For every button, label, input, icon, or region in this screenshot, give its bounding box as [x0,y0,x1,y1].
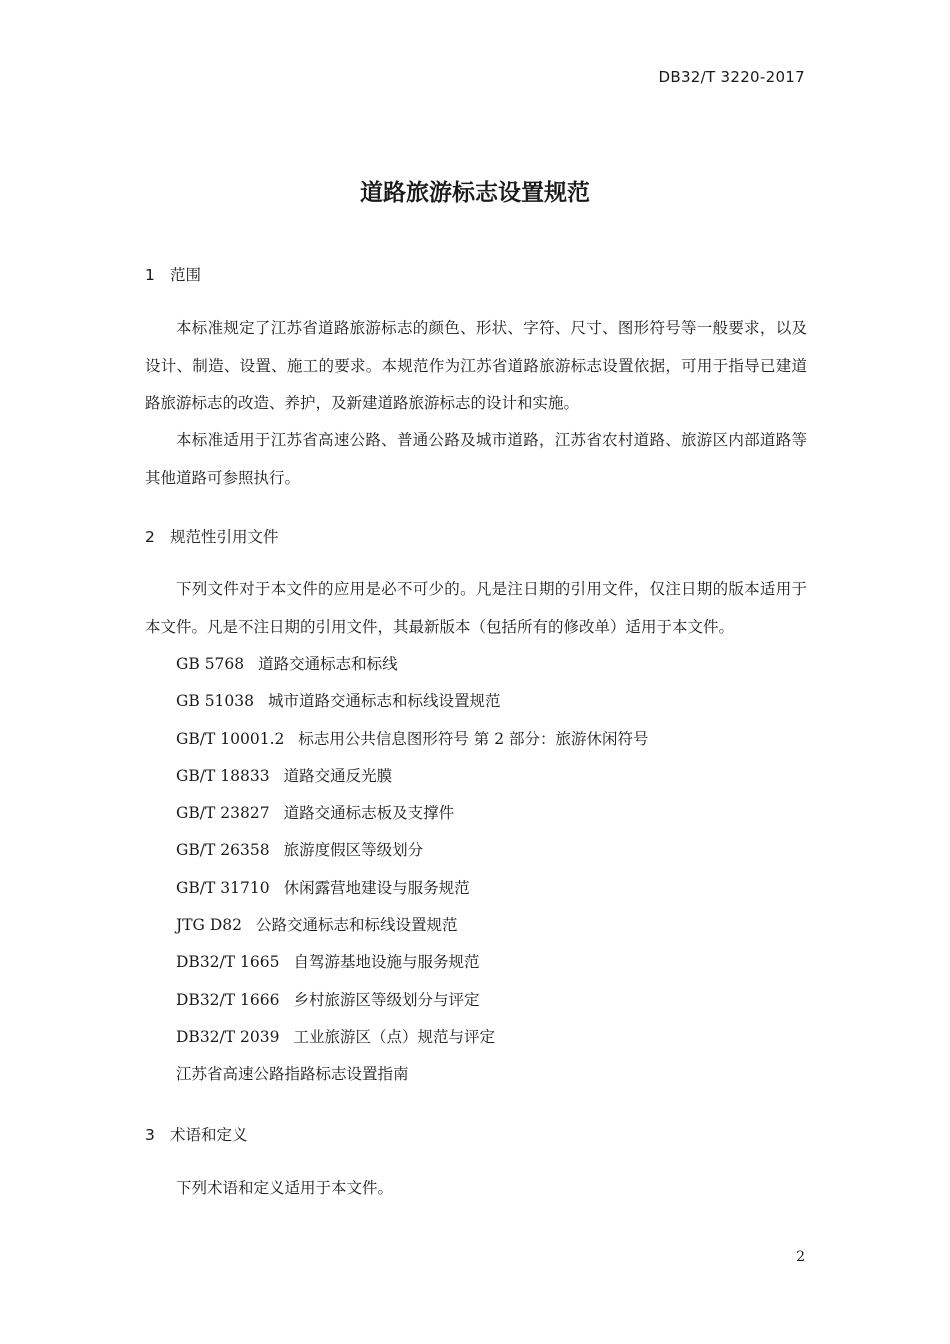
reference-item [176,944,649,981]
reference-code: GB 51038 [176,692,255,711]
references-intro-paragraph: 下列文件对于本文件的应用是必不可少的。凡是注日期的引用文件，仅注日期的版本适用于本文件。凡是不注日期的引用文件，其最新版本（包括所有的修改单）适用于本文件。 [145,580,807,636]
reference-item [176,683,649,720]
reference-code: GB/T 31710 [176,878,270,897]
terms-intro-paragraph: 下列术语和定义适用于本文件。 [176,1179,394,1197]
reference-item [176,982,649,1019]
reference-title: 道路交通标志和标线 [258,655,398,673]
reference-item [176,870,649,907]
reference-code: GB/T 26358 [176,841,270,860]
reference-item [176,1019,649,1056]
page-number: 2 [796,1249,805,1265]
reference-title: 工业旅游区（点）规范与评定 [293,1027,495,1046]
section-title: 术语和定义 [170,1126,248,1144]
reference-item [176,758,649,795]
reference-code: GB/T 10001.2 [176,729,285,748]
reference-title: 城市道路交通标志和标线设置规范 [268,692,501,711]
reference-item [176,795,649,832]
scope-paragraph-1: 本标准规定了江苏省道路旅游标志的颜色、形状、字符、尺寸、图形符号等一般要求，以及设计、制造、设置、施工的要求。本规范作为江苏省道路旅游标志设置依据，可用于指导已建道路旅游标志的改造、养护，及新建道路旅游标志的设计和实施。 [145,319,807,412]
reference-code: GB 5768 [176,655,245,673]
section-heading-scope [145,263,201,285]
reference-title: 江苏省高速公路指路标志设置指南 [176,1065,409,1084]
standard-number: DB32/T 3220-2017 [658,68,805,86]
reference-code: DB32/T 2039 [176,1027,280,1046]
reference-code: JTG D82 [176,916,243,935]
reference-code: GB/T 23827 [176,804,270,823]
reference-item [176,832,649,869]
section-title: 范围 [170,266,202,284]
reference-title: 标志用公共信息图形符号 第 2 部分：旅游休闲符号 [298,729,649,748]
reference-code: DB32/T 1666 [176,990,280,1009]
reference-title: 道路交通反光膜 [283,766,393,785]
scope-paragraph-2: 本标准适用于江苏省高速公路、普通公路及城市道路，江苏省农村道路、旅游区内部道路等其他道路可参照执行。 [145,431,807,487]
section-title: 规范性引用文件 [170,528,279,546]
section-number: 3 [145,1126,155,1144]
reference-item [176,1056,649,1093]
reference-title: 公路交通标志和标线设置规范 [256,916,458,935]
reference-title: 休闲露营地建设与服务规范 [283,878,470,897]
reference-code: DB32/T 1665 [176,953,280,972]
document-title: 道路旅游标志设置规范 [360,180,590,206]
reference-title: 乡村旅游区等级划分与评定 [293,990,480,1009]
reference-list [176,646,649,1094]
reference-title: 自驾游基地设施与服务规范 [293,953,480,972]
section-number: 1 [145,266,155,284]
reference-item [176,721,649,758]
reference-title: 道路交通标志板及支撑件 [283,804,455,823]
section-heading-normative-references [145,525,279,547]
reference-item [176,646,649,683]
reference-title: 旅游度假区等级划分 [283,841,424,860]
reference-code: GB/T 18833 [176,766,270,785]
section-heading-terms-and-definitions [145,1123,248,1145]
reference-item [176,907,649,944]
section-number: 2 [145,528,155,546]
